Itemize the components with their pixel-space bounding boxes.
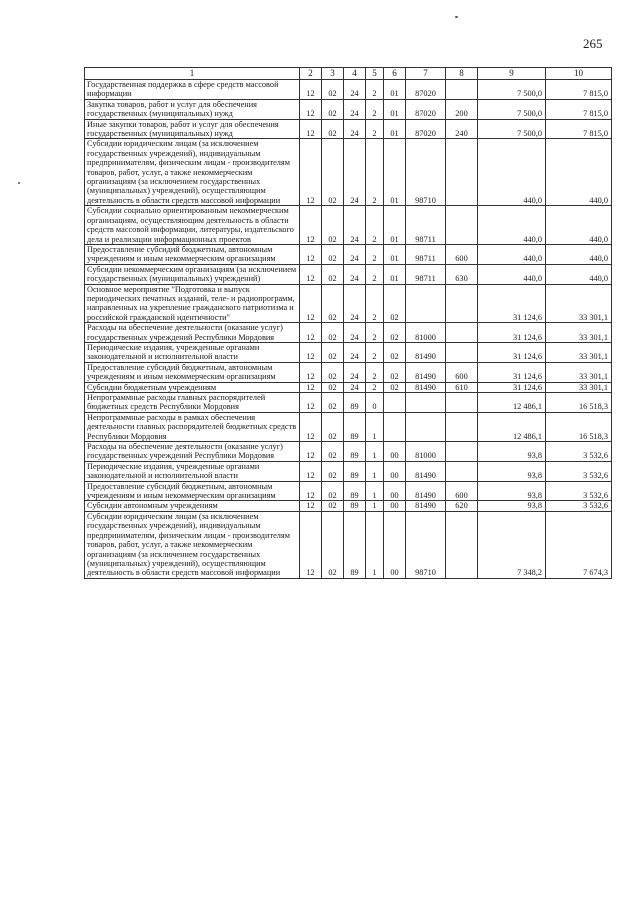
event-code: 00 [384,442,406,462]
expense-name: Субсидии автономным учреждениям [85,501,300,511]
col-header: 4 [344,68,366,80]
amount-year-2: 7 815,0 [546,80,612,100]
program-code: 89 [344,461,366,481]
amount-year-2: 7 815,0 [546,99,612,119]
table-row [85,99,612,119]
event-code: 02 [384,382,406,392]
section-code: 02 [322,284,344,323]
chapter-code: 12 [300,119,322,139]
section-code: 02 [322,501,344,511]
program-code: 89 [344,481,366,501]
program-code: 24 [344,284,366,323]
direction-code: 98710 [406,511,446,578]
col-header: 5 [366,68,384,80]
direction-code: 87020 [406,119,446,139]
event-code: 01 [384,119,406,139]
program-code: 24 [344,264,366,284]
program-code: 24 [344,362,366,382]
expense-name: Государственная поддержка в сфере средств массовой информации [85,80,300,100]
direction-code: 87020 [406,99,446,119]
amount-year-2: 3 532,6 [546,461,612,481]
table-row [85,412,612,441]
direction-code [406,412,446,441]
amount-year-2: 16 518,3 [546,412,612,441]
expense-type-code [446,206,478,245]
amount-year-2: 33 301,1 [546,323,612,343]
event-code: 00 [384,481,406,501]
subprogram-code: 2 [366,323,384,343]
event-code: 02 [384,284,406,323]
direction-code: 98710 [406,139,446,206]
table-row [85,244,612,264]
expense-name: Непрограммные расходы главных распорядителей бюджетных средств Республики Мордовия [85,393,300,413]
amount-year-2: 7 674,3 [546,511,612,578]
expense-name: Субсидии юридическим лицам (за исключением государственных учреждений), индивидуальным предпринимателям, физическим лицам - производителям товаров, работ, услуг, а также некоммерческим организациям (за исключением государственных (муниципальных) учреждений), осуществляющим деятельность в области средств массовой информации [85,511,300,578]
section-code: 02 [322,244,344,264]
table-row [85,139,612,206]
direction-code: 98711 [406,264,446,284]
event-code: 02 [384,362,406,382]
subprogram-code: 2 [366,362,384,382]
amount-year-1: 93,8 [478,501,546,511]
expense-name: Субсидии социально ориентированным некоммерческим организациям, осуществляющим деятельность в области средств массовой информации, литературы, издательского дела и реализации информационных проектов [85,206,300,245]
amount-year-2: 440,0 [546,264,612,284]
expense-type-code [446,80,478,100]
subprogram-code: 2 [366,206,384,245]
amount-year-2: 3 532,6 [546,501,612,511]
section-code: 02 [322,382,344,392]
amount-year-2: 33 301,1 [546,284,612,323]
subprogram-code: 2 [366,284,384,323]
amount-year-1: 440,0 [478,264,546,284]
chapter-code: 12 [300,362,322,382]
table-body [85,80,612,579]
direction-code: 81490 [406,382,446,392]
expense-name: Периодические издания, учрежденные органами законодательной и исполнительной власти [85,342,300,362]
event-code: 01 [384,206,406,245]
col-header: 10 [546,68,612,80]
expense-type-code [446,442,478,462]
expense-type-code: 240 [446,119,478,139]
expense-name: Субсидии юридическим лицам (за исключением государственных учреждений), индивидуальным предпринимателям, физическим лицам - производителям товаров, работ, услуг, а также некоммерческим организациям (за исключением государственных (муниципальных) учреждений), осуществляющим деятельность в области средств массовой информации [85,139,300,206]
amount-year-2: 16 518,3 [546,393,612,413]
subprogram-code: 2 [366,264,384,284]
chapter-code: 12 [300,501,322,511]
direction-code: 81000 [406,442,446,462]
expense-name: Непрограммные расходы в рамках обеспечения деятельности главных распорядителей бюджетных средств Республики Мордовия [85,412,300,441]
chapter-code: 12 [300,244,322,264]
program-code: 24 [344,119,366,139]
expense-type-code [446,393,478,413]
direction-code: 98711 [406,206,446,245]
section-code: 02 [322,323,344,343]
expense-name: Предоставление субсидий бюджетным, автономным учреждениям и иным некоммерческим организациям [85,244,300,264]
budget-table [84,67,612,579]
page-number: 265 [583,36,603,51]
amount-year-1: 12 486,1 [478,393,546,413]
program-code: 24 [344,80,366,100]
section-code: 02 [322,342,344,362]
section-code: 02 [322,481,344,501]
event-code: 01 [384,264,406,284]
subprogram-code: 2 [366,139,384,206]
direction-code: 81490 [406,362,446,382]
amount-year-1: 7 500,0 [478,119,546,139]
subprogram-code: 1 [366,461,384,481]
direction-code: 81000 [406,323,446,343]
section-code: 02 [322,139,344,206]
expense-type-code [446,511,478,578]
scan-speck [18,182,20,184]
event-code: 02 [384,342,406,362]
chapter-code: 12 [300,461,322,481]
amount-year-1: 31 124,6 [478,382,546,392]
section-code: 02 [322,119,344,139]
chapter-code: 12 [300,442,322,462]
amount-year-2: 3 532,6 [546,481,612,501]
expense-type-code [446,284,478,323]
chapter-code: 12 [300,264,322,284]
col-header: 2 [300,68,322,80]
amount-year-2: 440,0 [546,244,612,264]
col-header: 8 [446,68,478,80]
amount-year-1: 440,0 [478,139,546,206]
expense-name: Субсидии некоммерческим организациям (за исключением государственных (муниципальных) учреждений) [85,264,300,284]
expense-type-code [446,342,478,362]
section-code: 02 [322,80,344,100]
subprogram-code: 1 [366,511,384,578]
subprogram-code: 0 [366,393,384,413]
expense-type-code [446,323,478,343]
section-code: 02 [322,264,344,284]
expense-name: Предоставление субсидий бюджетным, автономным учреждениям и иным некоммерческим организациям [85,362,300,382]
expense-type-code [446,461,478,481]
expense-type-code: 630 [446,264,478,284]
program-code: 24 [344,206,366,245]
col-header: 3 [322,68,344,80]
direction-code [406,284,446,323]
expense-name: Иные закупки товаров, работ и услуг для обеспечения государственных (муниципальных) нужд [85,119,300,139]
table-row [85,119,612,139]
col-header: 9 [478,68,546,80]
program-code: 24 [344,99,366,119]
program-code: 24 [344,342,366,362]
table-row [85,80,612,100]
col-header: 1 [85,68,300,80]
expense-type-code [446,139,478,206]
expense-type-code: 610 [446,382,478,392]
amount-year-1: 31 124,6 [478,342,546,362]
event-code: 00 [384,511,406,578]
amount-year-2: 440,0 [546,206,612,245]
section-code: 02 [322,442,344,462]
amount-year-1: 93,8 [478,481,546,501]
expense-name: Расходы на обеспечение деятельности (оказание услуг) государственных учреждений Республики Мордовия [85,442,300,462]
direction-code: 81490 [406,342,446,362]
expense-type-code: 200 [446,99,478,119]
amount-year-1: 31 124,6 [478,284,546,323]
section-code: 02 [322,99,344,119]
amount-year-2: 440,0 [546,139,612,206]
amount-year-1: 440,0 [478,206,546,245]
table-row [85,442,612,462]
expense-name: Субсидии бюджетным учреждениям [85,382,300,392]
chapter-code: 12 [300,481,322,501]
section-code: 02 [322,362,344,382]
expense-type-code: 600 [446,244,478,264]
amount-year-2: 33 301,1 [546,382,612,392]
table-row [85,323,612,343]
amount-year-1: 7 500,0 [478,99,546,119]
amount-year-1: 31 124,6 [478,323,546,343]
chapter-code: 12 [300,139,322,206]
amount-year-1: 93,8 [478,442,546,462]
subprogram-code: 2 [366,119,384,139]
chapter-code: 12 [300,412,322,441]
chapter-code: 12 [300,393,322,413]
chapter-code: 12 [300,511,322,578]
amount-year-1: 7 348,2 [478,511,546,578]
section-code: 02 [322,412,344,441]
amount-year-2: 33 301,1 [546,342,612,362]
chapter-code: 12 [300,323,322,343]
direction-code: 81490 [406,461,446,481]
subprogram-code: 2 [366,342,384,362]
expense-name: Закупка товаров, работ и услуг для обеспечения государственных (муниципальных) нужд [85,99,300,119]
program-code: 24 [344,139,366,206]
event-code: 02 [384,323,406,343]
amount-year-1: 7 500,0 [478,80,546,100]
table-row [85,264,612,284]
chapter-code: 12 [300,80,322,100]
table-row [85,393,612,413]
expense-type-code: 600 [446,362,478,382]
subprogram-code: 1 [366,501,384,511]
scan-speck [455,16,458,18]
direction-code: 81490 [406,481,446,501]
header-row [85,68,612,80]
amount-year-2: 33 301,1 [546,362,612,382]
table-row [85,511,612,578]
program-code: 24 [344,323,366,343]
table-row [85,501,612,511]
expense-type-code: 600 [446,481,478,501]
amount-year-2: 7 815,0 [546,119,612,139]
chapter-code: 12 [300,99,322,119]
event-code: 00 [384,501,406,511]
amount-year-2: 3 532,6 [546,442,612,462]
expense-name: Периодические издания, учрежденные органами законодательной и исполнительной власти [85,461,300,481]
amount-year-1: 440,0 [478,244,546,264]
expense-type-code: 620 [446,501,478,511]
direction-code: 87020 [406,80,446,100]
section-code: 02 [322,511,344,578]
amount-year-1: 12 486,1 [478,412,546,441]
program-code: 89 [344,393,366,413]
subprogram-code: 2 [366,80,384,100]
subprogram-code: 1 [366,481,384,501]
program-code: 24 [344,382,366,392]
section-code: 02 [322,393,344,413]
program-code: 89 [344,511,366,578]
direction-code [406,393,446,413]
section-code: 02 [322,461,344,481]
table-row [85,206,612,245]
event-code: 01 [384,99,406,119]
event-code [384,393,406,413]
chapter-code: 12 [300,284,322,323]
event-code: 01 [384,244,406,264]
table-row [85,362,612,382]
direction-code: 81490 [406,501,446,511]
col-header: 7 [406,68,446,80]
table-row [85,342,612,362]
chapter-code: 12 [300,342,322,362]
program-code: 89 [344,501,366,511]
subprogram-code: 1 [366,412,384,441]
section-code: 02 [322,206,344,245]
amount-year-1: 93,8 [478,461,546,481]
event-code: 01 [384,80,406,100]
amount-year-1: 31 124,6 [478,362,546,382]
program-code: 89 [344,442,366,462]
subprogram-code: 1 [366,442,384,462]
program-code: 24 [344,244,366,264]
chapter-code: 12 [300,206,322,245]
table-row [85,481,612,501]
event-code [384,412,406,441]
event-code: 01 [384,139,406,206]
table-row [85,461,612,481]
expense-type-code [446,412,478,441]
subprogram-code: 2 [366,244,384,264]
chapter-code: 12 [300,382,322,392]
program-code: 89 [344,412,366,441]
subprogram-code: 2 [366,99,384,119]
expense-name: Предоставление субсидий бюджетным, автономным учреждениям и иным некоммерческим организациям [85,481,300,501]
table-row [85,382,612,392]
direction-code: 98711 [406,244,446,264]
table-row [85,284,612,323]
expense-name: Основное мероприятие "Подготовка и выпуск периодических печатных изданий, теле- и радиопрограмм, направленных на укрепление гражданского патриотизма и российской гражданской идентичности" [85,284,300,323]
expense-name: Расходы на обеспечение деятельности (оказание услуг) государственных учреждений Республики Мордовия [85,323,300,343]
subprogram-code: 2 [366,382,384,392]
event-code: 00 [384,461,406,481]
col-header: 6 [384,68,406,80]
